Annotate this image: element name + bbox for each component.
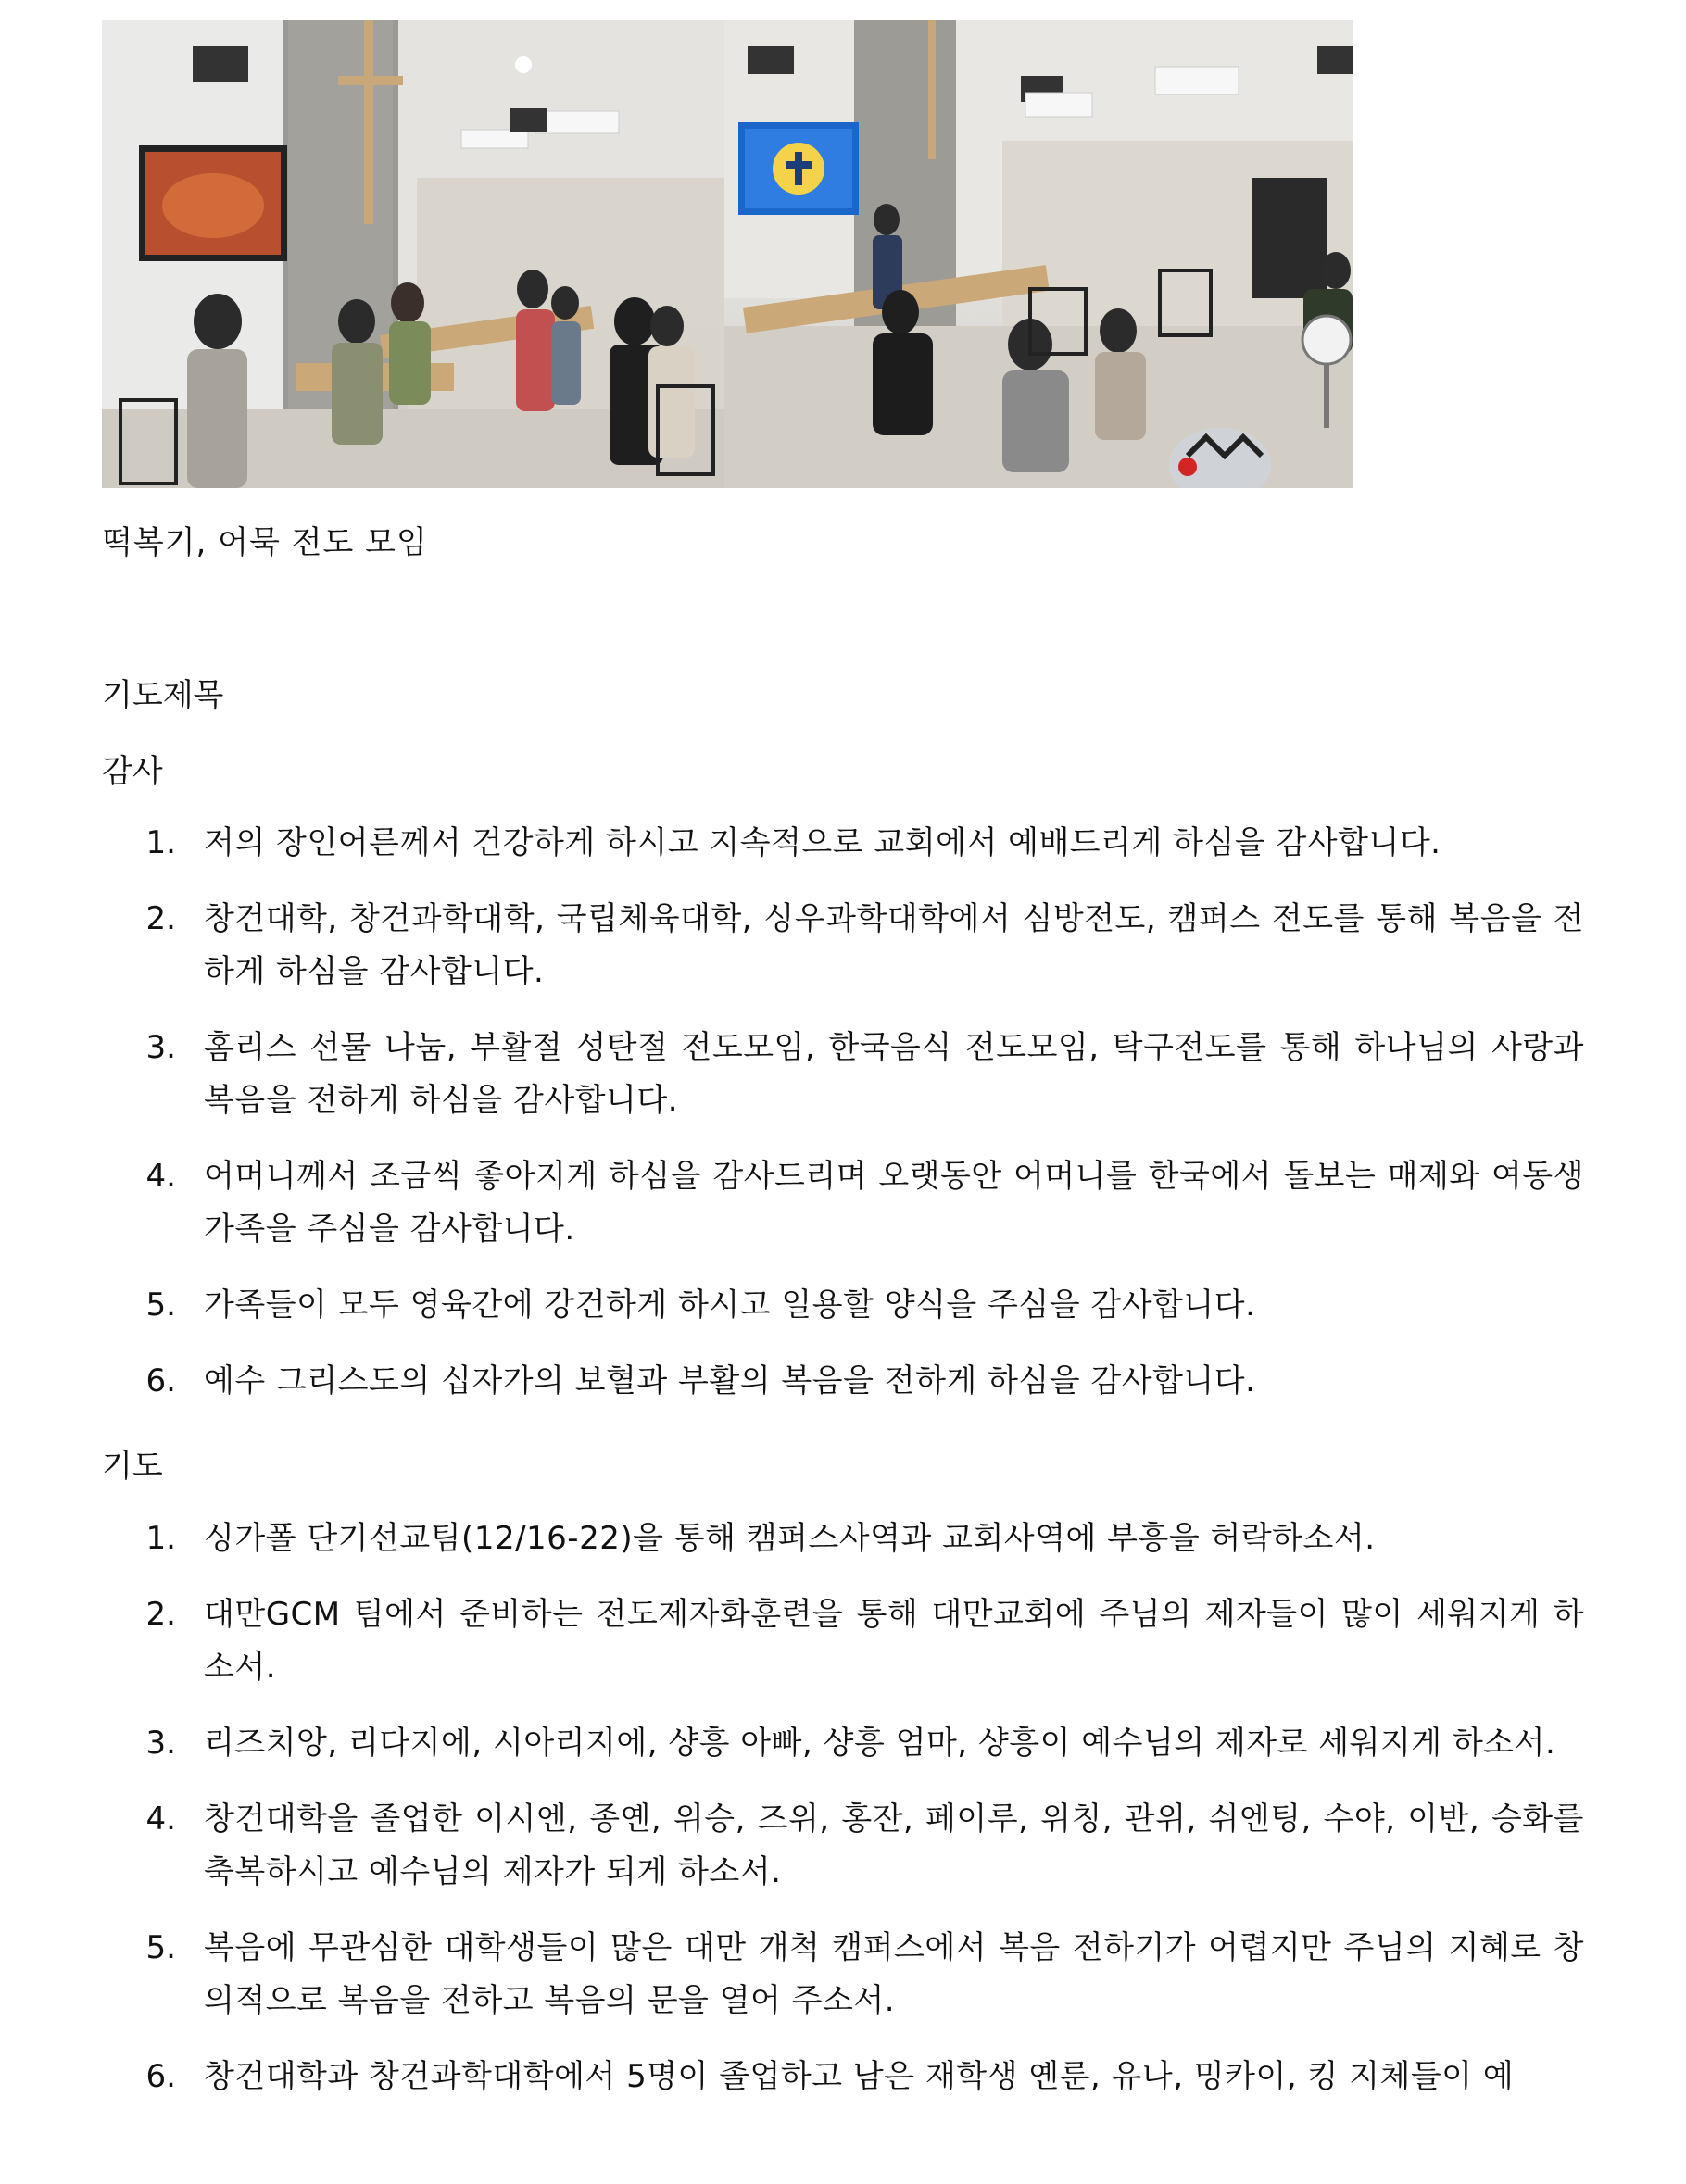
item-number: 4. (145, 1158, 176, 1195)
item-text: 예수 그리스도의 십자가의 보혈과 부활의 복음을 전하게 하심을 감사합니다. (204, 1362, 1256, 1400)
item-text: 창건대학과 창건과학대학에서 5명이 졸업하고 남은 재학생 옌룬, 유나, 밍카이, 킹 지체들이 예 (204, 2058, 1515, 2095)
item-number: 6. (145, 1362, 176, 1400)
item-text: 창건대학을 졸업한 이시엔, 종옌, 위승, 즈위, 홍잔, 페이루, 위칭, 관위, 쉬엔팅, 수야, 이반, 승화를 축복하시고 예수님의 제자가 되게 하소서. (204, 1801, 1584, 1890)
photo-caption: 떡복기, 어묵 전도 모임 (102, 524, 428, 561)
list-item (102, 1279, 1584, 1332)
item-text: 홈리스 선물 나눔, 부활절 성탄절 전도모임, 한국음식 전도모임, 탁구전도를 통해 하나님의 사랑과 복음을 전하게 하심을 감사합니다. (204, 1029, 1584, 1119)
item-text: 어머니께서 조금씩 좋아지게 하심을 감사드리며 오랫동안 어머니를 한국에서 돌보는 매제와 여동생 가족을 주심을 감사합니다. (204, 1158, 1584, 1248)
item-number: 5. (145, 1287, 176, 1324)
photo-cooking-scene (102, 20, 724, 488)
prayer-list (102, 1512, 1584, 2127)
list-item (102, 817, 1584, 870)
list-item (102, 2051, 1584, 2103)
list-item (102, 1588, 1584, 1694)
item-number: 2. (145, 1596, 176, 1633)
item-number: 2. (145, 900, 176, 937)
item-number: 5. (145, 1929, 176, 1966)
item-text: 대만GCM 팀에서 준비하는 전도제자화훈련을 통해 대만교회에 주님의 제자들이 많이 세워지게 하소서. (204, 1596, 1584, 1686)
list-item (102, 1717, 1584, 1770)
item-number: 3. (145, 1725, 176, 1762)
photo-hall-scene (724, 20, 1353, 488)
thanks-heading: 감사 (102, 753, 163, 790)
item-text: 창건대학, 창건과학대학, 국립체육대학, 싱우과학대학에서 심방전도, 캠퍼스 전도를 통해 복음을 전하게 하심을 감사합니다. (204, 900, 1584, 990)
item-number: 3. (145, 1029, 176, 1066)
photo-worship-gathering (724, 20, 1353, 488)
item-text: 싱가폴 단기선교팀(12/16-22)을 통해 캠퍼스사역과 교회사역에 부흥을 허락하소서. (204, 1520, 1376, 1557)
list-item (102, 1355, 1584, 1408)
list-item (102, 893, 1584, 998)
list-item (102, 1150, 1584, 1256)
item-number: 1. (145, 1520, 176, 1557)
item-number: 6. (145, 2058, 176, 2095)
item-text: 리즈치앙, 리다지에, 시아리지에, 샹흥 아빠, 샹흥 엄마, 샹흥이 예수님의 제자로 세워지게 하소서. (204, 1725, 1556, 1762)
photo-cooking-gathering (102, 20, 724, 488)
list-item (102, 1793, 1584, 1899)
list-item (102, 1512, 1584, 1565)
list-item (102, 1922, 1584, 2027)
item-text: 저의 장인어른께서 건강하게 하시고 지속적으로 교회에서 예배드리게 하심을 감사합니다. (204, 824, 1441, 861)
event-photos (102, 20, 1353, 488)
item-number: 4. (145, 1801, 176, 1838)
item-number: 1. (145, 824, 176, 861)
prayer-title: 기도제목 (102, 677, 224, 714)
item-text: 가족들이 모두 영육간에 강건하게 하시고 일용할 양식을 주심을 감사합니다. (204, 1287, 1256, 1324)
thanks-list (102, 817, 1584, 1431)
list-item (102, 1022, 1584, 1127)
item-text: 복음에 무관심한 대학생들이 많은 대만 개척 캠퍼스에서 복음 전하기가 어렵지만 주님의 지혜로 창의적으로 복음을 전하고 복음의 문을 열어 주소서. (204, 1929, 1584, 2019)
prayer-heading: 기도 (102, 1448, 163, 1485)
